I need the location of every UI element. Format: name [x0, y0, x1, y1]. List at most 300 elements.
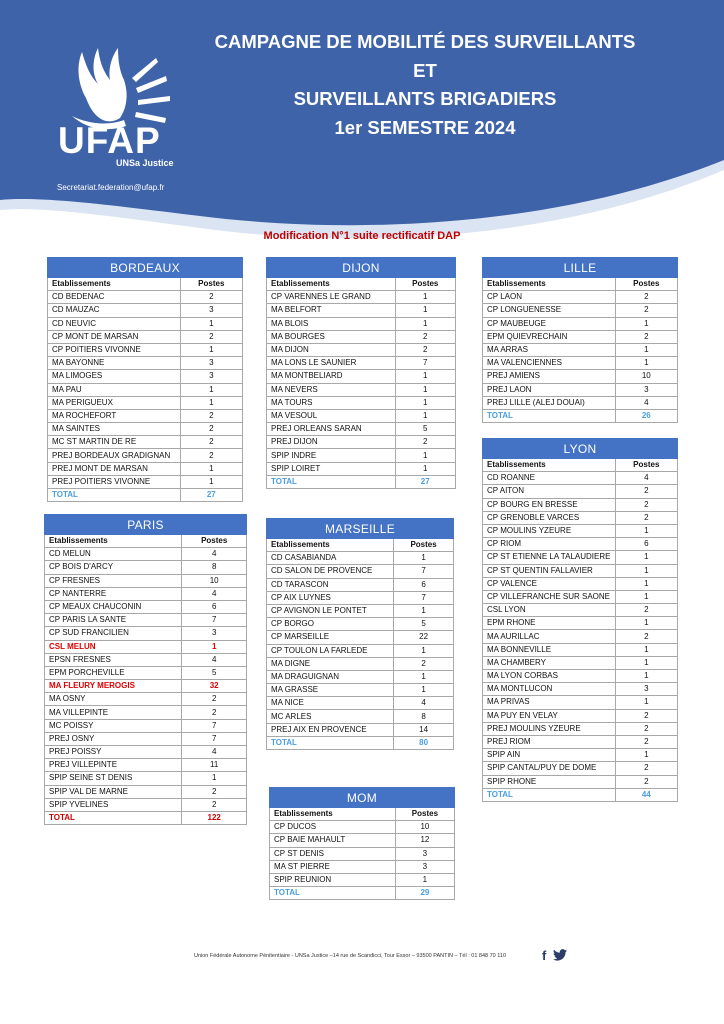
col-header-etablissements: Etablissements [267, 539, 394, 552]
establishment-name: CSL LYON [483, 604, 616, 617]
posts-count: 2 [615, 762, 677, 775]
table-title: LILLE [483, 258, 678, 278]
establishment-name: CP LONGUENESSE [483, 304, 616, 317]
posts-count: 4 [182, 746, 247, 759]
establishment-name: CP RIOM [483, 538, 616, 551]
total-value: 27 [180, 489, 242, 502]
table-row [270, 834, 455, 847]
establishment-name: CP MOULINS YZEURE [483, 524, 616, 537]
posts-count: 2 [182, 798, 247, 811]
table-row [483, 524, 678, 537]
table-row [45, 548, 247, 561]
establishment-name: CP BAIE MAHAULT [270, 834, 396, 847]
table-lille [482, 257, 678, 423]
table-row [483, 383, 678, 396]
posts-count: 3 [615, 683, 677, 696]
establishment-name: MA FLEURY MEROGIS [45, 680, 182, 693]
establishment-name: PREJ AMIENS [483, 370, 616, 383]
table-row [48, 383, 243, 396]
posts-count: 3 [180, 357, 242, 370]
col-header-etablissements: Etablissements [48, 278, 181, 291]
establishment-name: PREJ AIX EN PROVENCE [267, 723, 394, 736]
table-row [267, 578, 454, 591]
table-row [483, 656, 678, 669]
establishment-name: CD TARASCON [267, 578, 394, 591]
table-row [48, 462, 243, 475]
total-label: TOTAL [270, 887, 396, 900]
posts-count: 2 [395, 436, 455, 449]
posts-count: 7 [395, 357, 455, 370]
posts-count: 5 [182, 666, 247, 679]
table-title: MOM [270, 788, 455, 808]
establishment-name: CP TOULON LA FARLEDE [267, 644, 394, 657]
table-row [45, 706, 247, 719]
table-row [483, 511, 678, 524]
total-value: 80 [394, 736, 454, 749]
posts-count: 2 [615, 722, 677, 735]
establishment-name: MA ROCHEFORT [48, 409, 181, 422]
posts-count: 3 [180, 304, 242, 317]
establishment-name: PREJ BORDEAUX GRADIGNAN [48, 449, 181, 462]
posts-count: 2 [180, 409, 242, 422]
table-row [267, 552, 454, 565]
posts-count: 1 [394, 644, 454, 657]
establishment-name: MA BLOIS [267, 317, 396, 330]
table-row [483, 317, 678, 330]
posts-count: 1 [615, 524, 677, 537]
posts-count: 2 [615, 330, 677, 343]
table-row [267, 670, 454, 683]
table-row [483, 551, 678, 564]
establishment-name: CD SALON DE PROVENCE [267, 565, 394, 578]
table-row [45, 746, 247, 759]
table-row [483, 749, 678, 762]
posts-count: 11 [182, 759, 247, 772]
posts-count: 4 [182, 587, 247, 600]
posts-count: 22 [394, 631, 454, 644]
posts-count: 1 [180, 475, 242, 488]
posts-count: 2 [615, 304, 677, 317]
posts-count: 1 [615, 343, 677, 356]
establishment-name: PREJ POITIERS VIVONNE [48, 475, 181, 488]
establishment-name: CP VALENCE [483, 577, 616, 590]
posts-count: 3 [182, 627, 247, 640]
table-row [267, 723, 454, 736]
table-row [48, 449, 243, 462]
table-row [45, 561, 247, 574]
establishment-name: MC ST MARTIN DE RE [48, 436, 181, 449]
posts-count: 1 [395, 409, 455, 422]
table-row [267, 449, 456, 462]
establishment-name: MA AURILLAC [483, 630, 616, 643]
establishment-name: MA CHAMBERY [483, 656, 616, 669]
establishment-name: MC POISSY [45, 719, 182, 732]
table-row [267, 291, 456, 304]
posts-count: 1 [615, 670, 677, 683]
table-row [483, 472, 678, 485]
table-row [48, 357, 243, 370]
establishment-name: CD MAUZAC [48, 304, 181, 317]
total-value: 27 [395, 475, 455, 488]
table-row [45, 719, 247, 732]
posts-count: 2 [615, 485, 677, 498]
establishment-name: CP AITON [483, 485, 616, 498]
establishment-name: SPIP AIN [483, 749, 616, 762]
posts-count: 1 [180, 343, 242, 356]
establishment-name: CP MEAUX CHAUCONIN [45, 600, 182, 613]
table-row [483, 564, 678, 577]
table-row [483, 577, 678, 590]
table-row [267, 370, 456, 383]
establishment-name: MA PRIVAS [483, 696, 616, 709]
establishment-name: MA GRASSE [267, 684, 394, 697]
modification-notice: Modification N°1 suite rectificatif DAP [263, 230, 461, 242]
establishment-name: MA MONTBELIARD [267, 370, 396, 383]
posts-count: 1 [180, 396, 242, 409]
posts-count: 10 [182, 574, 247, 587]
establishment-name: CD CASABIANDA [267, 552, 394, 565]
posts-count: 6 [615, 538, 677, 551]
table-row [267, 304, 456, 317]
table-row [483, 330, 678, 343]
posts-count: 2 [615, 630, 677, 643]
establishment-name: CD BEDENAC [48, 291, 181, 304]
establishment-name: CP VARENNES LE GRAND [267, 291, 396, 304]
establishment-name: MA NICE [267, 697, 394, 710]
table-row [48, 423, 243, 436]
footer-address: Union Fédérale Autonome Pénitentiaire - UNSa Justice –14 rue de Scandicci, Tour Essor – 93500 PANTIN – Tél : 01 848 70 110 [193, 953, 507, 959]
table-row [45, 772, 247, 785]
total-row [45, 811, 247, 824]
establishment-name: PREJ MONT DE MARSAN [48, 462, 181, 475]
table-row [48, 475, 243, 488]
establishment-name: CP AIX LUYNES [267, 591, 394, 604]
establishment-name: MA ARRAS [483, 343, 616, 356]
posts-count: 2 [180, 291, 242, 304]
establishment-name: CP MARSEILLE [267, 631, 394, 644]
establishment-name: CP VILLEFRANCHE SUR SAONE [483, 590, 616, 603]
posts-count: 5 [395, 423, 455, 436]
table-row [45, 798, 247, 811]
posts-count: 7 [182, 614, 247, 627]
establishment-name: CP ST ETIENNE LA TALAUDIERE [483, 551, 616, 564]
posts-count: 1 [615, 357, 677, 370]
table-row [45, 600, 247, 613]
posts-count: 7 [394, 591, 454, 604]
establishment-name: CP DUCOS [270, 821, 396, 834]
posts-count: 5 [394, 618, 454, 631]
posts-count: 1 [395, 291, 455, 304]
posts-count: 1 [395, 383, 455, 396]
table-row [267, 591, 454, 604]
title-line: SURVEILLANTS BRIGADIERS [293, 88, 557, 109]
total-label: TOTAL [48, 489, 181, 502]
facebook-icon[interactable]: f [542, 948, 547, 963]
establishment-name: CD NEUVIC [48, 317, 181, 330]
table-row [270, 873, 455, 886]
col-header-postes: Postes [395, 278, 455, 291]
table-row [267, 423, 456, 436]
table-row [48, 409, 243, 422]
establishment-name: SPIP REUNION [270, 873, 396, 886]
establishment-name: MA DIGNE [267, 657, 394, 670]
posts-count: 1 [615, 643, 677, 656]
establishment-name: MA DIJON [267, 343, 396, 356]
table-row [45, 640, 247, 653]
posts-count: 3 [615, 383, 677, 396]
col-header-etablissements: Etablissements [270, 808, 396, 821]
establishment-name: MA VESOUL [267, 409, 396, 422]
total-label: TOTAL [45, 811, 182, 824]
table-row [45, 666, 247, 679]
posts-count: 1 [395, 304, 455, 317]
table-row [267, 684, 454, 697]
posts-count: 4 [615, 472, 677, 485]
establishment-name: CP NANTERRE [45, 587, 182, 600]
table-row [267, 357, 456, 370]
posts-count: 4 [394, 697, 454, 710]
table-row [48, 304, 243, 317]
establishment-name: PREJ OSNY [45, 732, 182, 745]
total-row [483, 788, 678, 801]
table-row [48, 343, 243, 356]
establishment-name: CP ST DENIS [270, 847, 396, 860]
establishment-name: SPIP VAL DE MARNE [45, 785, 182, 798]
establishment-name: MA OSNY [45, 693, 182, 706]
table-row [483, 396, 678, 409]
table-dijon [266, 257, 456, 489]
establishment-name: MA TOURS [267, 396, 396, 409]
table-title: LYON [483, 439, 678, 459]
table-title: PARIS [45, 515, 247, 535]
page-title [190, 28, 660, 142]
title-line: ET [413, 59, 437, 81]
posts-count: 6 [182, 600, 247, 613]
total-row [48, 489, 243, 502]
posts-count: 1 [395, 462, 455, 475]
table-lyon [482, 438, 678, 802]
table-row [45, 587, 247, 600]
establishment-name: MA ST PIERRE [270, 860, 396, 873]
total-label: TOTAL [267, 736, 394, 749]
table-row [270, 860, 455, 873]
posts-count: 1 [395, 873, 454, 886]
establishment-name: EPM PORCHEVILLE [45, 666, 182, 679]
establishment-name: CP BOURG EN BRESSE [483, 498, 616, 511]
posts-count: 1 [182, 772, 247, 785]
posts-count: 1 [395, 396, 455, 409]
table-row [267, 396, 456, 409]
col-header-postes: Postes [180, 278, 242, 291]
establishment-name: PREJ RIOM [483, 735, 616, 748]
table-row [483, 735, 678, 748]
posts-count: 1 [394, 670, 454, 683]
posts-count: 1 [394, 552, 454, 565]
table-row [48, 370, 243, 383]
posts-count: 12 [395, 834, 454, 847]
establishment-name: MA LYON CORBAS [483, 670, 616, 683]
table-row [45, 614, 247, 627]
posts-count: 2 [182, 785, 247, 798]
posts-count: 2 [615, 511, 677, 524]
total-row [483, 409, 678, 422]
header-banner [0, 0, 724, 240]
table-row [48, 317, 243, 330]
table-row [270, 847, 455, 860]
establishment-name: CP ST QUENTIN FALLAVIER [483, 564, 616, 577]
establishment-name: CP GRENOBLE VARCES [483, 511, 616, 524]
table-row [483, 370, 678, 383]
establishment-name: MA BONNEVILLE [483, 643, 616, 656]
col-header-etablissements: Etablissements [483, 278, 616, 291]
establishment-name: CP BORGO [267, 618, 394, 631]
posts-count: 2 [615, 775, 677, 788]
table-row [48, 396, 243, 409]
total-value: 29 [395, 887, 454, 900]
establishment-name: MA BOURGES [267, 330, 396, 343]
table-row [483, 617, 678, 630]
table-row [483, 304, 678, 317]
posts-count: 1 [394, 684, 454, 697]
posts-count: 7 [394, 565, 454, 578]
table-row [483, 630, 678, 643]
twitter-icon[interactable] [553, 949, 567, 961]
posts-count: 2 [615, 604, 677, 617]
posts-count: 2 [615, 498, 677, 511]
total-label: TOTAL [483, 409, 616, 422]
table-row [48, 436, 243, 449]
establishment-name: PREJ VILLEPINTE [45, 759, 182, 772]
brand-name: UFAP [58, 120, 161, 161]
posts-count: 1 [394, 604, 454, 617]
posts-count: 2 [615, 291, 677, 304]
establishment-name: PREJ DIJON [267, 436, 396, 449]
table-row [45, 627, 247, 640]
table-row [267, 657, 454, 670]
posts-count: 7 [182, 732, 247, 745]
establishment-name: CP AVIGNON LE PONTET [267, 604, 394, 617]
table-row [267, 644, 454, 657]
establishment-name: MA BELFORT [267, 304, 396, 317]
establishment-name: CP PARIS LA SANTE [45, 614, 182, 627]
posts-count: 2 [395, 330, 455, 343]
posts-count: 2 [615, 709, 677, 722]
table-row [267, 604, 454, 617]
posts-count: 1 [395, 449, 455, 462]
posts-count: 7 [182, 719, 247, 732]
table-bordeaux [47, 257, 243, 502]
table-title: MARSEILLE [267, 519, 454, 539]
establishment-name: CP SUD FRANCILIEN [45, 627, 182, 640]
table-row [483, 709, 678, 722]
establishment-name: PREJ ORLEANS SARAN [267, 423, 396, 436]
table-row [45, 653, 247, 666]
establishment-name: CP MAUBEUGE [483, 317, 616, 330]
posts-count: 3 [180, 370, 242, 383]
posts-count: 2 [180, 423, 242, 436]
establishment-name: MA SAINTES [48, 423, 181, 436]
establishment-name: MA PUY EN VELAY [483, 709, 616, 722]
table-row [483, 670, 678, 683]
col-header-postes: Postes [395, 808, 454, 821]
col-header-postes: Postes [615, 459, 677, 472]
table-title: BORDEAUX [48, 258, 243, 278]
establishment-name: CP POITIERS VIVONNE [48, 343, 181, 356]
posts-count: 3 [395, 860, 454, 873]
establishment-name: CP FRESNES [45, 574, 182, 587]
establishment-name: PREJ LAON [483, 383, 616, 396]
establishment-name: MA NEVERS [267, 383, 396, 396]
posts-count: 1 [615, 577, 677, 590]
table-row [483, 696, 678, 709]
total-row [267, 475, 456, 488]
table-row [267, 409, 456, 422]
posts-count: 2 [394, 657, 454, 670]
posts-count: 10 [615, 370, 677, 383]
establishment-name: CD MELUN [45, 548, 182, 561]
establishment-name: SPIP SEINE ST DENIS [45, 772, 182, 785]
posts-count: 2 [180, 449, 242, 462]
establishment-name: CD ROANNE [483, 472, 616, 485]
table-paris [44, 514, 247, 825]
establishment-name: PREJ LILLE (ALEJ DOUAI) [483, 396, 616, 409]
posts-count: 1 [615, 317, 677, 330]
posts-count: 1 [615, 749, 677, 762]
posts-count: 8 [394, 710, 454, 723]
table-row [483, 775, 678, 788]
total-label: TOTAL [267, 475, 396, 488]
posts-count: 4 [182, 548, 247, 561]
contact-email[interactable]: Secretariat.federation@ufap.fr [57, 183, 165, 192]
table-row [267, 618, 454, 631]
establishment-name: CSL MELUN [45, 640, 182, 653]
establishment-name: CP MONT DE MARSAN [48, 330, 181, 343]
col-header-etablissements: Etablissements [267, 278, 396, 291]
posts-count: 3 [395, 847, 454, 860]
table-row [267, 436, 456, 449]
posts-count: 1 [615, 656, 677, 669]
posts-count: 2 [182, 706, 247, 719]
establishment-name: MA MONTLUCON [483, 683, 616, 696]
establishment-name: MA PAU [48, 383, 181, 396]
table-row [267, 330, 456, 343]
establishment-name: MA VILLEPINTE [45, 706, 182, 719]
table-row [267, 462, 456, 475]
table-row [483, 683, 678, 696]
establishment-name: SPIP YVELINES [45, 798, 182, 811]
table-row [483, 498, 678, 511]
table-marseille [266, 518, 454, 750]
establishment-name: SPIP LOIRET [267, 462, 396, 475]
table-row [267, 565, 454, 578]
table-row [45, 759, 247, 772]
posts-count: 1 [615, 564, 677, 577]
table-row [483, 722, 678, 735]
table-mom [269, 787, 455, 900]
posts-count: 1 [180, 383, 242, 396]
total-label: TOTAL [483, 788, 616, 801]
social-links [542, 948, 567, 963]
table-row [48, 330, 243, 343]
establishment-name: SPIP CANTAL/PUY DE DOME [483, 762, 616, 775]
posts-count: 10 [395, 821, 454, 834]
table-row [45, 574, 247, 587]
col-header-postes: Postes [615, 278, 677, 291]
table-title: DIJON [267, 258, 456, 278]
posts-count: 8 [182, 561, 247, 574]
table-row [267, 317, 456, 330]
establishment-name: EPM RHONE [483, 617, 616, 630]
